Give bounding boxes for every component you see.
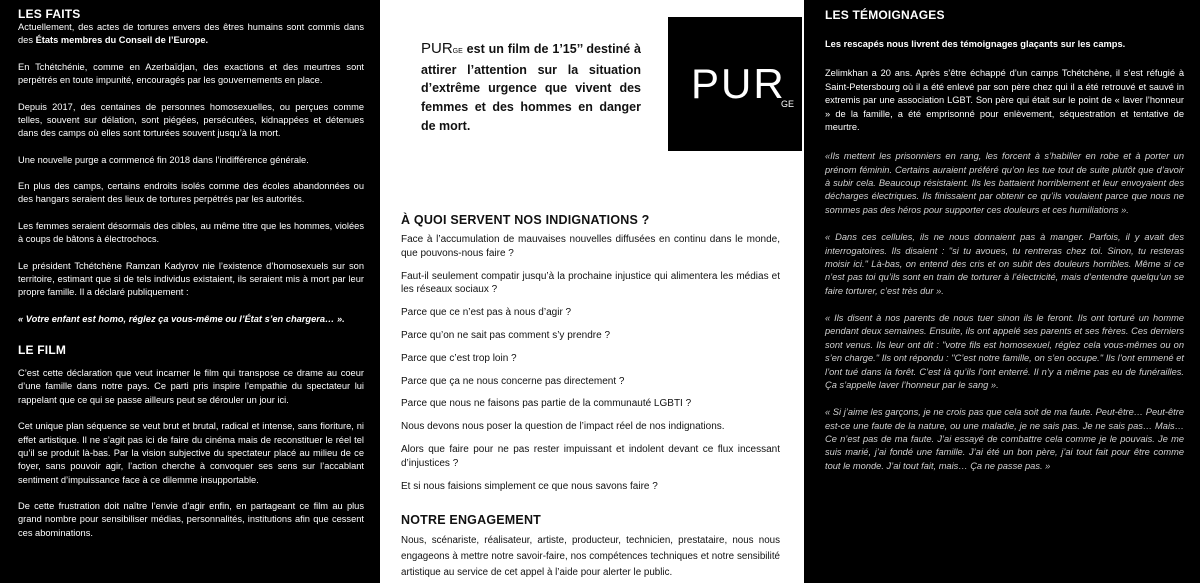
hero-block xyxy=(401,0,795,190)
questions-list xyxy=(401,233,780,493)
question-item: Parce qu’on ne sait pas comment s’y prendre ? xyxy=(401,329,610,341)
question-item: Parce que nous ne faisons pas partie de la communauté LGBTI ? xyxy=(401,398,692,410)
engagement-title: NOTRE ENGAGEMENT xyxy=(401,513,542,528)
question-item: Face à l’accumulation de mauvaises nouvelles diffusées en continu dans le monde, que pouvons-nous faire ? xyxy=(401,234,780,259)
council-of-europe-emphasis: États membres du Conseil de l’Europe. xyxy=(35,35,209,46)
testimony-quote: « Ils disent à nos parents de nous tuer sinon ils le feront. Ils ont torturé un homme pendant deux semaines. Ensuite, ils ont appelé ses parents et ses frères. Ces derniers sont venus. Ils leur ont dit : "votre fils est homosexuel, réglez cela vous-mêmes ou on s’en charge." Ils ont répondu : "C’est notre famille, on s’en occupe." Ils l’ont emmené et l’ont tué dans la forêt. C’est là qu’ils l’ont enterré. Il n’y a même pas eu de funérailles. Ça s’appelle laver l’honneur par le sang ». xyxy=(825,313,1184,390)
testimony-quote: « Dans ces cellules, ils ne nous donnaient pas à manger. Parfois, il y avait des interrogatoires. Ils disaient : "si tu avoues, tu rentreras chez toi. Sinon, tu resteras moisir ici." Là-bas, on entend des cris et on subit des douleurs horribles. Même si ce n’est pas toi qu’ils sont en train de torturer à l’électricité, mais d’entendre quelqu’un se faire torturer, c’est très dur ». xyxy=(825,232,1184,296)
testimony-quote: «Ils mettent les prisonniers en rang, les forcent à s’habiller en robe et à porter un prénom féminin. Certains auraient préféré qu’on les tue tout de suite plutôt que d’avoir à subir cela. Beaucoup résistaient. Ils les battaient horriblement et leur envoyaient des décharges électriques. Ils finissaient par obtenir ce qu’ils voulaient parce que nous ne sommes pas des héros pour supporter ces douleurs et ces humiliations ». xyxy=(825,151,1184,215)
faits-paragraph-3: Depuis 2017, des centaines de personnes homosexuelles, ou perçues comme telles, souvent sur délation, sont piégées, persécutées, kidnappées et détenues dans des camps où elles sont torturées souvent jusqu’à la mort. xyxy=(18,101,364,139)
faits-paragraph-1: Actuellement, des actes de tortures envers des êtres humains sont commis dans des États membres du Conseil de l’Europe. xyxy=(18,22,364,46)
faits-title: LES FAITS xyxy=(18,7,81,21)
film-paragraph-1: C’est cette déclaration que veut incarner le film qui transpose ce drame au coeur d’une famille dans notre pays. Ce parti pris inspire l’empathie du spectateur lui rappelant que ce qui se passe ailleurs peut se dérouler un jour ici. xyxy=(18,368,364,405)
question-item: Faut-il seulement compatir jusqu’à la prochaine injustice qui alimentera les médias et les réseaux sociaux ? xyxy=(401,270,780,296)
engagement-text: Nous, scénariste, réalisateur, artiste, producteur, technicien, prestataire, nous nous engageons à mettre notre savoir-faire, nos compétences techniques et notre sensibilité artistique au service de cet appel à l’aide pour alerter le public. xyxy=(401,535,780,578)
faits-paragraph-5: En plus des camps, certains endroits isolés comme des écoles abandonnées ou des hangars seraient des lieux de tortures perpétrés par les autorités. xyxy=(18,181,364,205)
faits-film-column xyxy=(0,0,380,583)
purge-logo: PUR GE xyxy=(668,17,802,151)
question-item: Nous devons nous poser la question de l’impact réel de nos indignations. xyxy=(401,421,725,433)
question-item: Parce que ce n’est pas à nous d’agir ? xyxy=(401,307,572,319)
question-item: Et si nous faisions simplement ce que nous savons faire ? xyxy=(401,480,658,492)
faits-paragraph-4: Une nouvelle purge a commencé fin 2018 dans l’indifférence générale. xyxy=(18,154,309,165)
temoignages-column xyxy=(804,0,1200,583)
film-paragraph-3: De cette frustration doit naître l’envie d’agir enfin, en partageant ce film au plus grand nombre pour sensibiliser médias, personnalités, institutions afin que cessent ces abominations. xyxy=(18,501,364,538)
temoignages-subtitle: Les rescapés nous livrent des témoignages glaçants sur les camps. xyxy=(825,39,1126,49)
faits-paragraph-6: Les femmes seraient désormais des cibles, au même titre que les hommes, violées à coups de bâtons à électrochocs. xyxy=(18,220,364,245)
film-lead-text: PURGE est un film de 1’15’’ destiné à attirer l’attention sur la situation d’extrême urgence que vivent des femmes et des hommes en danger de mort. xyxy=(421,40,641,133)
question-item: Parce que c’est trop loin ? xyxy=(401,352,517,364)
temoignages-title: LES TÉMOIGNAGES xyxy=(825,8,945,22)
faits-paragraph-2: En Tchétchénie, comme en Azerbaïdjan, des exactions et des meurtres sont perpétrés en toute impunité, encouragés par les gouvernements en place. xyxy=(18,61,364,86)
film-title: LE FILM xyxy=(18,343,67,357)
question-item: Parce que ça ne nous concerne pas directement ? xyxy=(401,375,625,387)
zelimkhan-story: Zelimkhan a 20 ans. Après s’être échappé d’un camps Tchétchène, il s’est réfugié à Saint-Petersbourg où il a été enlevé par son père chez qui il a été retrouvé et sauvé in extremis par une association LGBT. Son père qui était sur le point de « laver l’honneur » de la famille, a été emprisonné pour enlèvement, séquestration et tentative de meurtre. xyxy=(825,68,1184,132)
question-item: Alors que faire pour ne pas rester impuissant et indolent devant ce flux incessant d’injustices ? xyxy=(401,443,780,469)
testimony-quote: « Si j’aime les garçons, je ne crois pas que cela soit de ma faute. Peut-être… Peut-être est-ce une faute de la nature, ou une maladie, je ne sais pas. Je ne sais pas… Mais… Ce n’est pas de ma faute. J’ai essayé de combattre cela comme je le pouvais. Je me suis marié, j’ai fondé une famille. J’ai été un bon père, j’ai tout fait pour être comme tout le monde. J’ai tout fait, mais… Ça ne passe pas. » xyxy=(825,407,1184,471)
indignations-title: À QUOI SERVENT NOS INDIGNATIONS ? xyxy=(401,213,650,227)
indignations-column xyxy=(380,0,804,583)
kadyrov-quote: « Votre enfant est homo, réglez ça vous-même ou l’État s’en chargera… ». xyxy=(18,313,345,324)
faits-paragraph-7: Le président Tchétchène Ramzan Kadyrov nie l’existence d’homosexuels sur son territoire, estimant que si de tels individus existaient, ils seraient mis à mort par leur propre famille. Il a déclaré publiquement : xyxy=(18,260,364,298)
film-paragraph-2: Cet unique plan séquence se veut brut et brutal, radical et intense, sans fioriture, ni effet artistique. Il ne s’agit pas ici de faire du cinéma mais de reconstituer le réel tel qu’il se produit là-bas. Par la vision subjective du spectateur placé au milieu de ce foyer, sans pouvoir agir, l’action cherche à convoquer ses sens sur l’accablant sentiment d’impuissance face à ce dilemme insupportable. xyxy=(18,421,364,485)
